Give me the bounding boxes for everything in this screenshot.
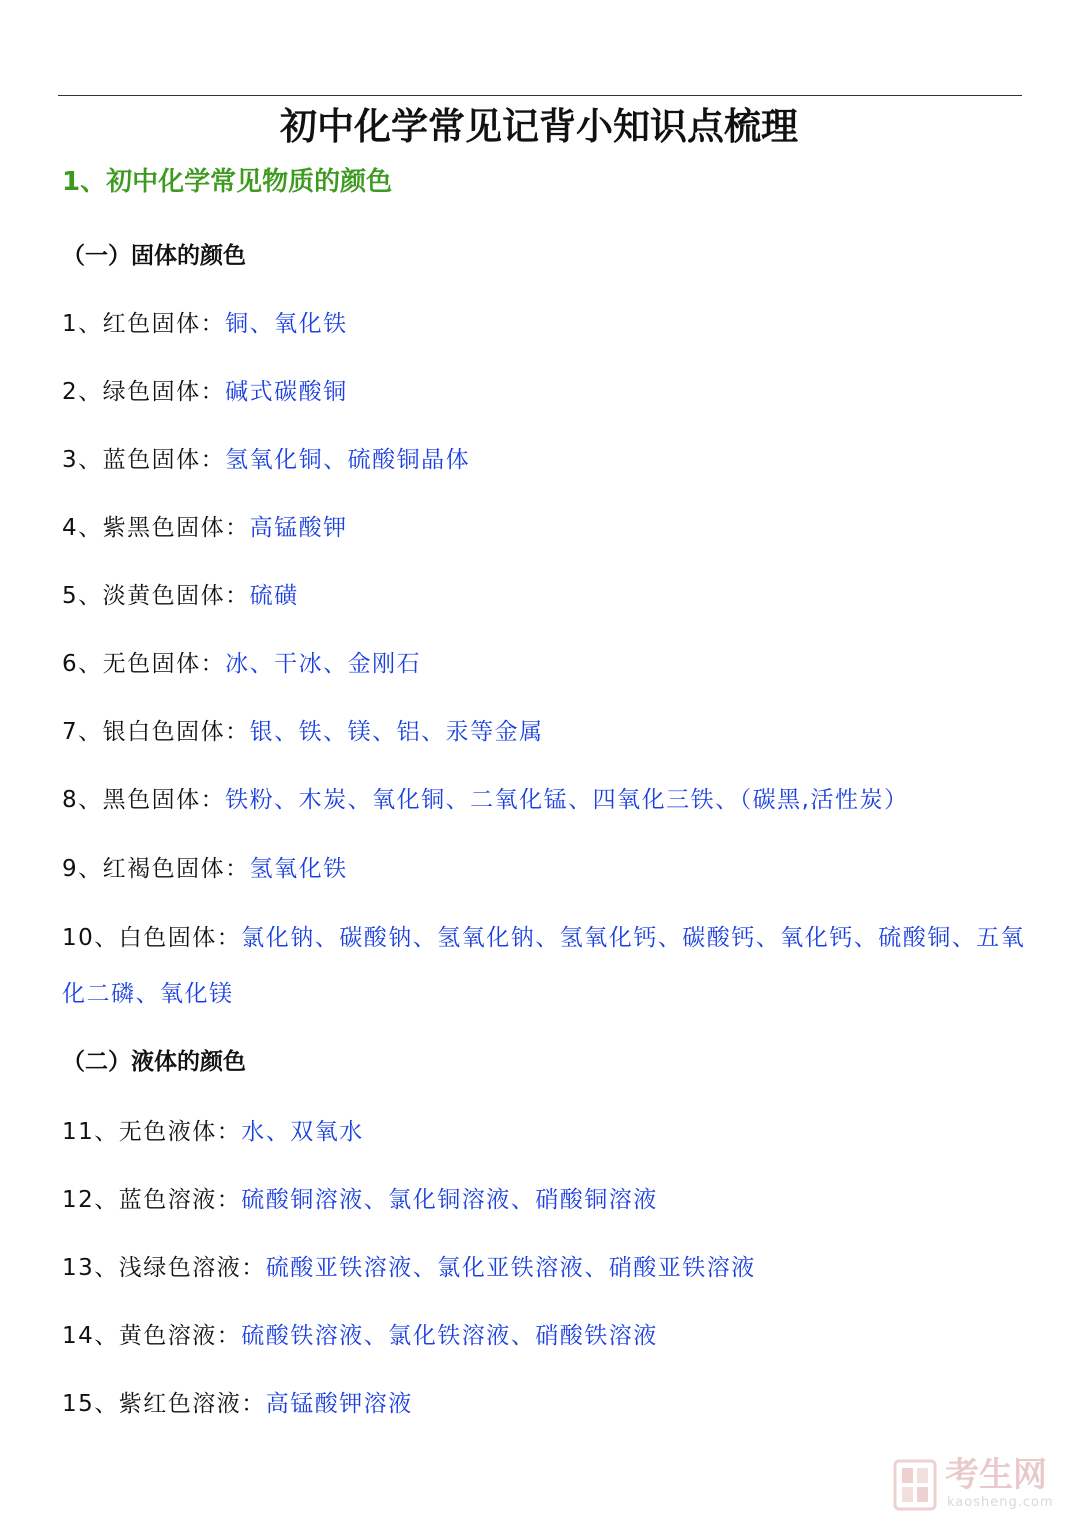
item-label: 9、红褐色固体： <box>62 856 250 882</box>
list-item <box>62 841 1037 897</box>
item-value: 碱式碳酸铜 <box>225 379 348 405</box>
list-item <box>62 568 1037 624</box>
item-label: 15、紫红色溶液： <box>62 1391 266 1417</box>
list-item <box>62 432 1037 488</box>
item-value: 硫酸铜溶液、氯化铜溶液、硝酸铜溶液 <box>241 1187 658 1213</box>
list-item <box>62 500 1037 556</box>
list-item <box>62 772 1037 828</box>
list-item <box>62 636 1037 692</box>
item-value: 铁粉、木炭、氧化铜、二氧化锰、四氧化三铁、（碳黑,活性炭） <box>225 787 909 813</box>
item-label: 14、黄色溶液： <box>62 1323 242 1349</box>
list-item <box>62 296 1037 352</box>
item-value: 氢氧化铁 <box>249 856 348 882</box>
watermark-logo-icon <box>893 1459 937 1511</box>
section-heading: 1、初中化学常见物质的颜色 <box>62 167 393 197</box>
item-value: 水、双氧水 <box>241 1119 364 1145</box>
watermark-url: kaosheng.com <box>947 1495 1054 1510</box>
document-title: 初中化学常见记背小知识点梳理 <box>280 105 798 148</box>
item-label: 7、银白色固体： <box>62 719 250 745</box>
item-value: 硫酸亚铁溶液、氯化亚铁溶液、硝酸亚铁溶液 <box>265 1255 756 1281</box>
item-value: 氯化钠、碳酸钠、氢氧化钠、氢氧化钙、碳酸钙、氧化钙、硫酸铜、五氧化二磷、氧化镁 <box>62 925 1026 1007</box>
item-value: 冰、干冰、金刚石 <box>225 651 422 677</box>
list-item <box>62 910 1037 1022</box>
list-item <box>62 704 1037 760</box>
list-item <box>62 1104 1037 1160</box>
item-value: 铜、氧化铁 <box>225 311 348 337</box>
item-value: 高锰酸钾溶液 <box>265 1391 413 1417</box>
item-value: 硫磺 <box>249 583 299 609</box>
list-item <box>62 1376 1037 1432</box>
list-item <box>62 1240 1037 1296</box>
item-label: 1、红色固体： <box>62 311 226 337</box>
item-label: 6、无色固体： <box>62 651 226 677</box>
item-label: 2、绿色固体： <box>62 379 226 405</box>
item-label: 3、蓝色固体： <box>62 447 226 473</box>
item-value: 硫酸铁溶液、氯化铁溶液、硝酸铁溶液 <box>241 1323 658 1349</box>
item-label: 11、无色液体： <box>62 1119 242 1145</box>
item-label: 13、浅绿色溶液： <box>62 1255 266 1281</box>
item-value: 银、铁、镁、铝、汞等金属 <box>249 719 544 745</box>
item-value: 氢氧化铜、硫酸铜晶体 <box>225 447 471 473</box>
solids-heading: （一）固体的颜色 <box>62 243 246 269</box>
list-item <box>62 364 1037 420</box>
item-label: 12、蓝色溶液： <box>62 1187 242 1213</box>
top-rule <box>58 95 1022 96</box>
list-item <box>62 1172 1037 1228</box>
watermark-text: 考生网 <box>945 1455 1047 1495</box>
item-value: 高锰酸钾 <box>249 515 348 541</box>
liquids-heading: （二）液体的颜色 <box>62 1049 246 1075</box>
item-label: 5、淡黄色固体： <box>62 583 250 609</box>
item-label: 10、白色固体： <box>62 925 242 951</box>
watermark <box>893 1455 1063 1517</box>
list-item <box>62 1308 1037 1364</box>
item-label: 4、紫黑色固体： <box>62 515 250 541</box>
item-label: 8、黑色固体： <box>62 787 226 813</box>
